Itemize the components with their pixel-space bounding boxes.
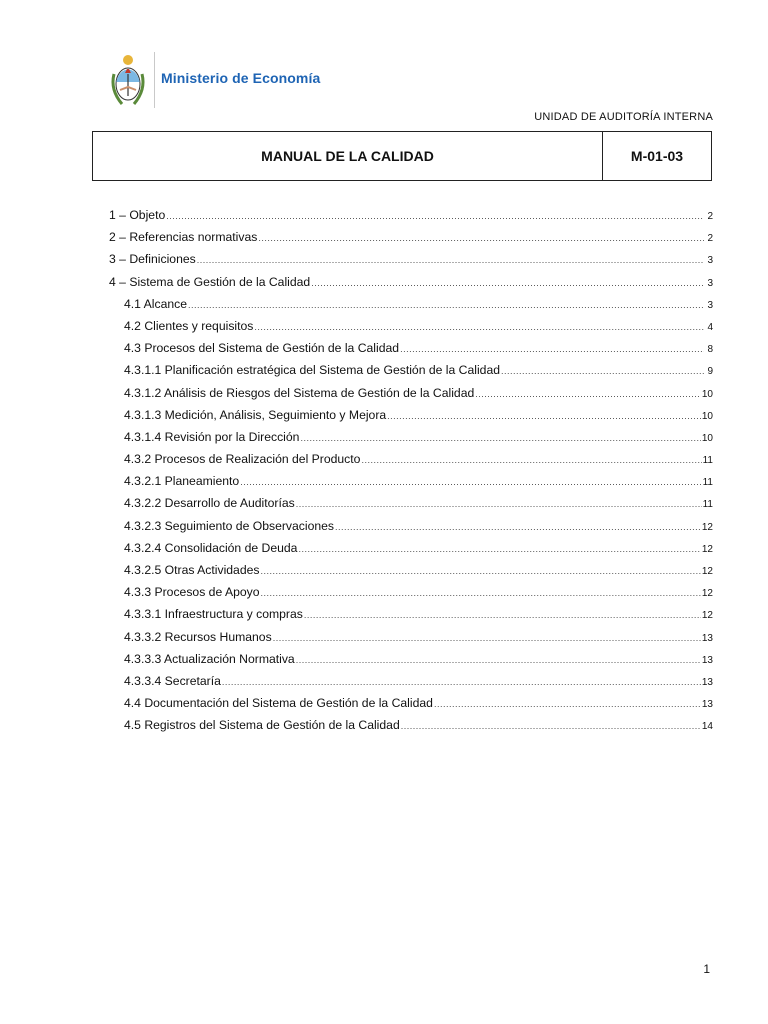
toc-dot-leader: [387, 411, 701, 421]
toc-dot-leader: [254, 322, 704, 332]
toc-entry-page: 9: [707, 366, 713, 378]
toc-entry[interactable]: [109, 652, 713, 674]
toc-entry[interactable]: [109, 230, 713, 252]
toc-entry-label: 4.5 Registros del Sistema de Gestión de la Calidad: [124, 718, 400, 733]
coat-of-arms-icon: [108, 52, 148, 108]
toc-entry[interactable]: [109, 297, 713, 319]
toc-dot-leader: [401, 721, 701, 731]
toc-entry[interactable]: [109, 541, 713, 563]
toc-entry-label: 4.3.3.1 Infraestructura y compras: [124, 607, 303, 622]
toc-entry[interactable]: [109, 252, 713, 274]
toc-entry-page: 10: [701, 410, 713, 422]
toc-dot-leader: [261, 588, 701, 598]
toc-entry-label: 4.3.3.3 Actualización Normativa: [124, 651, 295, 666]
toc-entry-page: 13: [701, 632, 713, 644]
toc-dot-leader: [304, 610, 701, 620]
toc-entry-page: 13: [701, 654, 713, 666]
toc-entry[interactable]: [109, 519, 713, 541]
toc-dot-leader: [298, 544, 700, 554]
toc-dot-leader: [261, 566, 701, 576]
ministry-logo: [108, 50, 320, 110]
toc-entry-page: 14: [701, 721, 713, 733]
toc-entry-label: 4.3.2.2 Desarrollo de Auditorías: [124, 496, 295, 511]
toc-dot-leader: [475, 389, 701, 399]
toc-entry[interactable]: [109, 474, 713, 496]
toc-entry-label: 4.3.3 Procesos de Apoyo: [124, 585, 260, 600]
toc-entry[interactable]: [109, 718, 713, 740]
toc-entry-label: 4.1 Alcance: [124, 296, 188, 311]
toc-entry[interactable]: [109, 585, 713, 607]
toc-entry-label: 4.3.1.4 Revisión por la Dirección: [124, 429, 300, 444]
toc-entry[interactable]: [109, 363, 713, 385]
page-number: 1: [703, 962, 710, 976]
document-header-box: [92, 131, 712, 181]
toc-entry-page: 12: [701, 566, 713, 577]
toc-entry-page: 12: [701, 521, 713, 533]
toc-entry-label: 4.3.2.5 Otras Actividades: [124, 563, 260, 577]
toc-entry[interactable]: [109, 696, 713, 718]
toc-dot-leader: [188, 300, 704, 310]
toc-dot-leader: [166, 211, 704, 221]
toc-entry-page: 12: [701, 588, 713, 600]
toc-dot-leader: [240, 477, 701, 487]
toc-entry-page: 10: [701, 388, 713, 400]
toc-dot-leader: [361, 455, 701, 465]
toc-entry-label: 4.3.3.4 Secretaría: [124, 673, 221, 688]
toc-entry-page: 12: [701, 610, 713, 622]
toc-entry-label: 4.2 Clientes y requisitos: [124, 318, 254, 333]
toc-entry[interactable]: [109, 452, 713, 474]
toc-entry-page: 13: [701, 699, 713, 711]
toc-entry-page: 4: [707, 321, 713, 333]
toc-entry-label: 4.3.1.2 Análisis de Riesgos del Sistema de Gestión de la Calidad: [124, 385, 475, 400]
toc-entry[interactable]: [109, 630, 713, 652]
toc-dot-leader: [400, 344, 704, 354]
toc-entry-page: 2: [707, 211, 713, 222]
toc-entry-label: 4.3.3.2 Recursos Humanos: [124, 629, 272, 644]
toc-entry[interactable]: [109, 607, 713, 629]
ministry-name: Ministerio de Economía: [161, 70, 321, 86]
toc-entry[interactable]: [109, 275, 713, 297]
document-title: MANUAL DE LA CALIDAD: [93, 132, 603, 180]
toc-dot-leader: [222, 677, 701, 687]
toc-entry[interactable]: [109, 319, 713, 341]
toc-entry[interactable]: [109, 563, 713, 585]
toc-dot-leader: [434, 699, 701, 709]
toc-entry-label: 4.3.2 Procesos de Realización del Producto: [124, 452, 361, 467]
toc-entry-page: 2: [707, 233, 713, 245]
toc-dot-leader: [311, 278, 704, 288]
toc-entry-label: 4.3.1.3 Medición, Análisis, Seguimiento y Mejora: [124, 407, 387, 422]
toc-dot-leader: [273, 633, 701, 643]
toc-entry-label: 4.3.2.1 Planeamiento: [124, 474, 240, 489]
toc-dot-leader: [300, 433, 700, 443]
toc-entry-page: 3: [707, 299, 713, 311]
toc-entry-label: 1 – Objeto: [109, 208, 166, 222]
toc-entry[interactable]: [109, 341, 713, 363]
toc-entry-page: 8: [707, 344, 713, 356]
toc-entry-label: 2 – Referencias normativas: [109, 230, 258, 245]
toc-entry-label: 4 – Sistema de Gestión de la Calidad: [109, 274, 311, 289]
toc-entry-page: 10: [701, 432, 713, 444]
toc-entry[interactable]: [109, 386, 713, 408]
toc-entry-page: 3: [707, 255, 713, 267]
toc-entry[interactable]: [109, 430, 713, 452]
table-of-contents: [109, 208, 713, 741]
toc-entry-label: 4.3.1.1 Planificación estratégica del Sistema de Gestión de la Calidad: [124, 363, 501, 378]
toc-entry-page: 11: [702, 477, 713, 489]
toc-entry-page: 3: [707, 277, 713, 289]
toc-entry[interactable]: [109, 208, 713, 230]
toc-entry-page: 12: [701, 543, 713, 555]
toc-entry-label: 4.4 Documentación del Sistema de Gestión de la Calidad: [124, 696, 433, 711]
unit-name: UNIDAD DE AUDITORÍA INTERNA: [534, 111, 713, 123]
toc-dot-leader: [501, 366, 704, 376]
toc-entry-page: 11: [702, 455, 713, 467]
toc-entry[interactable]: [109, 674, 713, 696]
toc-dot-leader: [258, 233, 704, 243]
toc-entry-page: 11: [702, 499, 713, 511]
toc-entry-label: 4.3.2.3 Seguimiento de Observaciones: [124, 518, 335, 533]
toc-dot-leader: [296, 499, 702, 509]
toc-entry[interactable]: [109, 496, 713, 518]
toc-dot-leader: [296, 655, 701, 665]
toc-entry-label: 4.3 Procesos del Sistema de Gestión de la Calidad: [124, 341, 400, 356]
logo-divider: [154, 52, 155, 108]
toc-dot-leader: [197, 255, 704, 265]
toc-entry-label: 4.3.2.4 Consolidación de Deuda: [124, 540, 298, 555]
toc-entry-label: 3 – Definiciones: [109, 252, 196, 267]
toc-entry-page: 13: [701, 676, 713, 688]
toc-dot-leader: [335, 522, 701, 532]
toc-entry[interactable]: [109, 408, 713, 430]
document-code: M-01-03: [630, 148, 684, 164]
